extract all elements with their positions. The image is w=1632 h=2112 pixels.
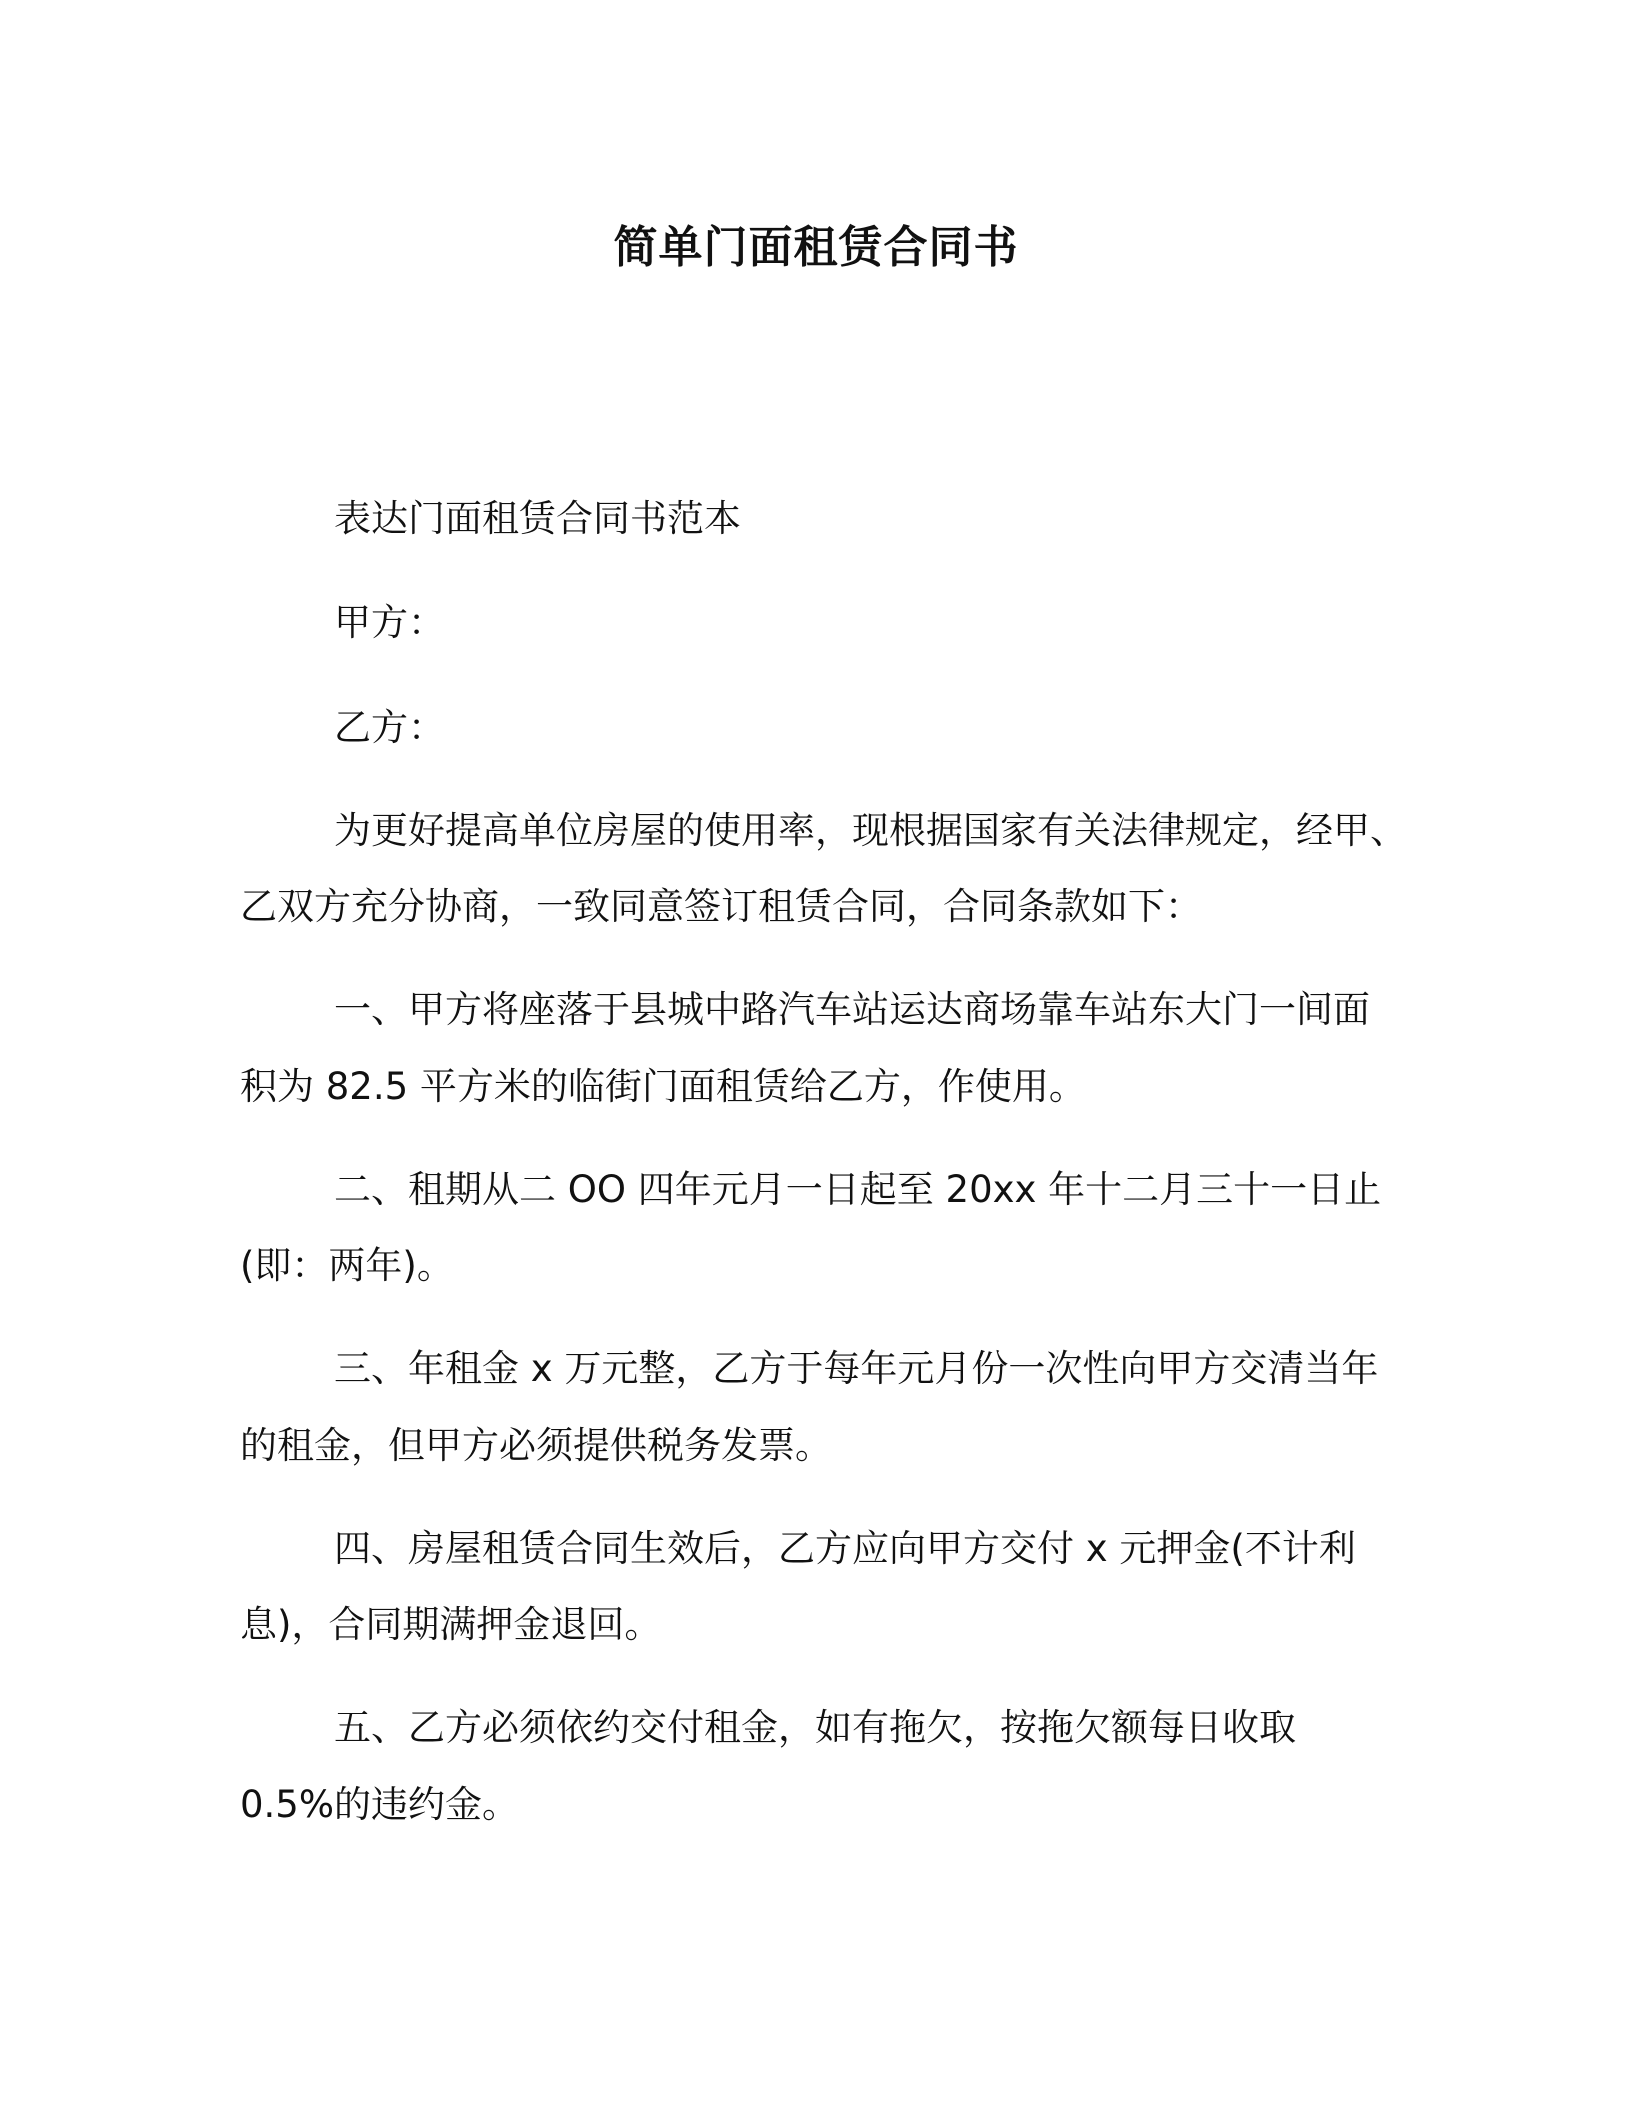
clause-1-line-2: 积为 82.5 平方米的临街门面租赁给乙方，作使用。 <box>240 1065 1086 1108</box>
clause-3-line-2: 的租金，但甲方必须提供税务发票。 <box>240 1424 832 1467</box>
clause-4-line-2: 息)，合同期满押金退回。 <box>240 1603 662 1646</box>
clause-5-line-1: 五、乙方必须依约交付租金，如有拖欠，按拖欠额每日收取 <box>334 1706 1296 1749</box>
clause-1-line-1: 一、甲方将座落于县城中路汽车站运达商场靠车站东大门一间面 <box>334 988 1370 1031</box>
clause-4-line-1: 四、房屋租赁合同生效后，乙方应向甲方交付 x 元押金(不计利 <box>334 1527 1356 1570</box>
clause-2-line-1: 二、租期从二 OO 四年元月一日起至 20xx 年十二月三十一日止 <box>334 1168 1382 1211</box>
document-subtitle: 表达门面租赁合同书范本 <box>334 497 741 540</box>
preamble-line-1: 为更好提高单位房屋的使用率，现根据国家有关法律规定，经甲、 <box>334 809 1407 852</box>
clause-5-line-2: 0.5%的违约金。 <box>240 1783 519 1826</box>
party-a-label: 甲方： <box>334 601 445 644</box>
document-title: 简单门面租赁合同书 <box>613 222 1019 273</box>
clause-3-line-1: 三、年租金 x 万元整，乙方于每年元月份一次性向甲方交清当年 <box>334 1347 1379 1390</box>
party-b-label: 乙方： <box>334 706 445 749</box>
preamble-line-2: 乙双方充分协商，一致同意签订租赁合同，合同条款如下： <box>240 885 1202 928</box>
clause-2-line-2: (即：两年)。 <box>240 1244 454 1287</box>
